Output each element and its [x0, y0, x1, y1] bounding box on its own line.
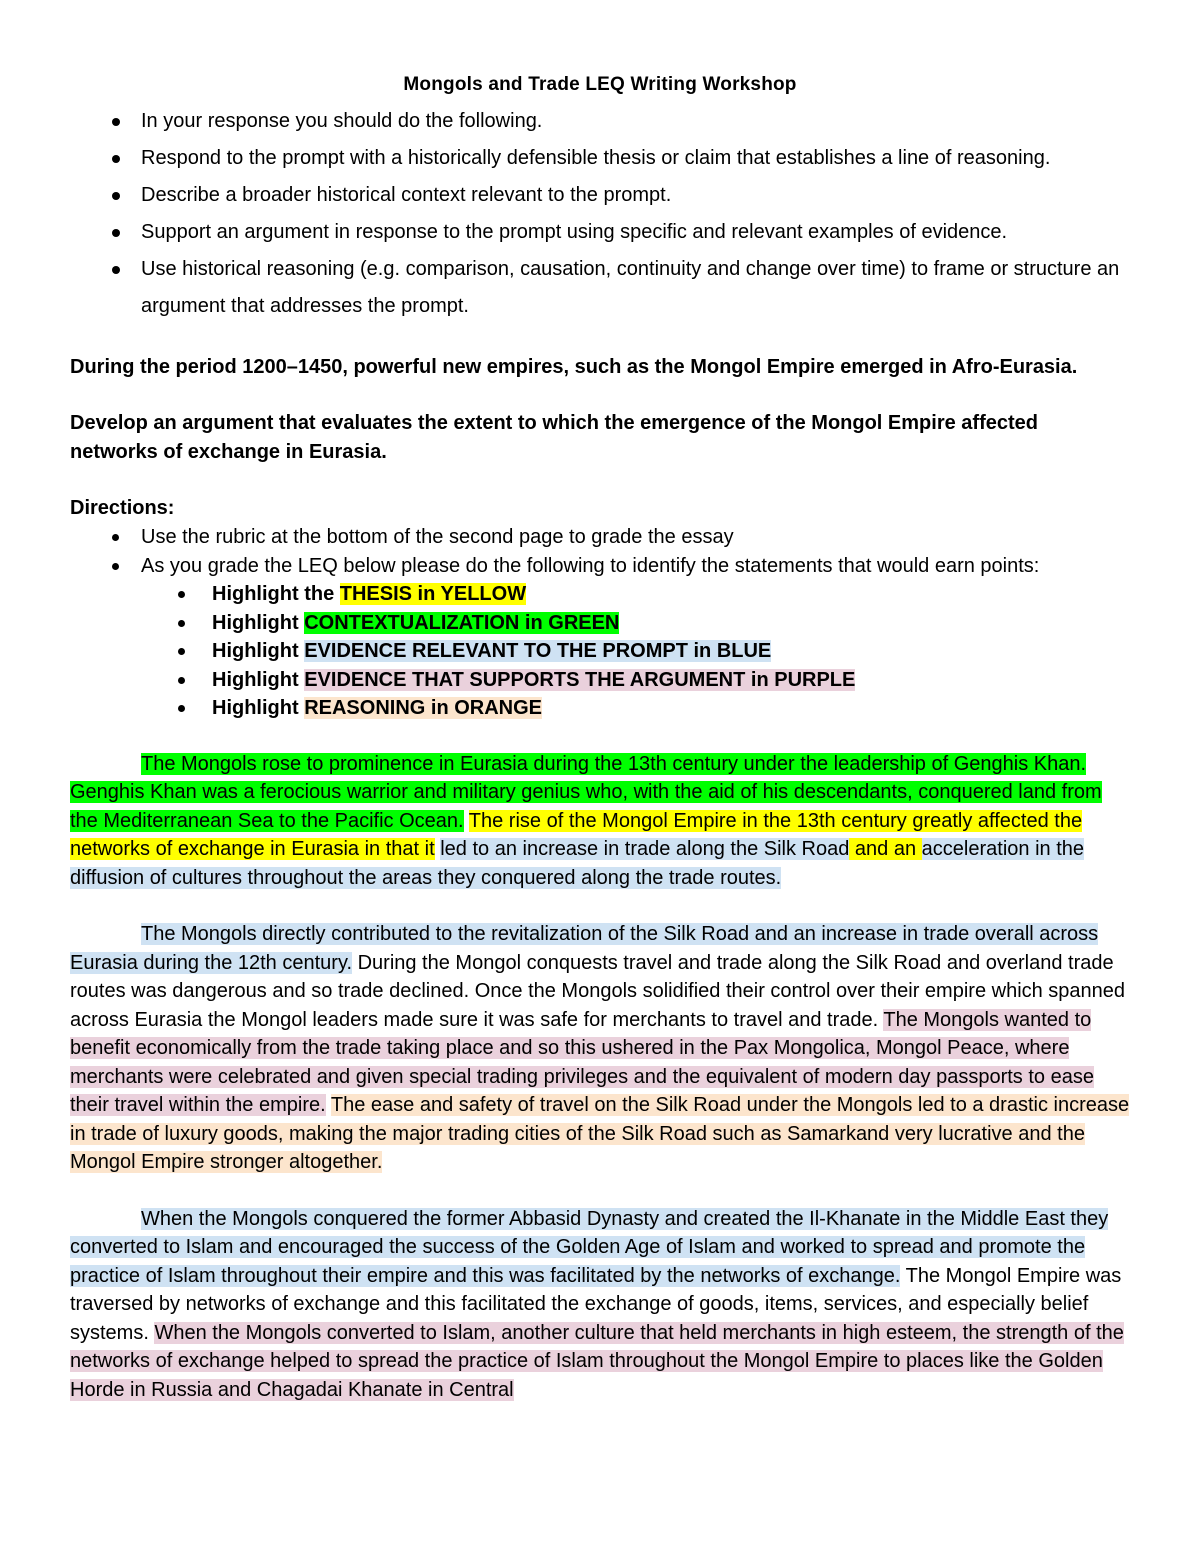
evidence-relevant-highlight: When the Mongols conquered the former Abbasid Dynasty and created the Il-Khanate in the Middle East they converted to Islam and encouraged the success of the Golden Age of Islam and worked to spread and promote the practice of Islam throughout their empire and this was facilitated by the networks of exchange.	[70, 1207, 1109, 1287]
highlight-rule-prefix: Highlight	[212, 668, 305, 691]
highlight-rule-prefix: Highlight	[212, 640, 305, 662]
instruction-item: In your response you should do the following.	[70, 103, 1130, 140]
highlight-rule-context	[70, 609, 1130, 638]
instruction-item: Describe a broader historical context relevant to the prompt.	[70, 177, 1130, 214]
essay-paragraph-3	[70, 1205, 1130, 1405]
highlight-rule-label: CONTEXTUALIZATION in GREEN	[304, 611, 620, 634]
evidence-relevant-highlight: The Mongols directly contributed to the revitalization of the Silk Road and an increase in trade overall across Eurasia during the 12th century.	[70, 923, 1099, 974]
highlight-rule-evidence-supports	[70, 666, 1130, 695]
highlight-rules-list	[70, 580, 1130, 723]
thesis-highlight: The rise of the Mongol Empire in the 13th century greatly affected the networks of exchange in Eurasia in that it	[70, 809, 1083, 860]
highlight-rule-reasoning	[70, 694, 1130, 723]
instructions-list	[70, 103, 1130, 325]
evidence-supports-highlight: When the Mongols converted to Islam, another culture that held merchants in high esteem, the strength of the networks of exchange helped to spread the practice of Islam throughout the Mongol Empire to places like the Golden Horde in Russia and Chagadai Khanate in Central	[70, 1321, 1124, 1401]
directions-item: As you grade the LEQ below please do the following to identify the statements that would earn points:	[70, 552, 1130, 581]
highlight-rule-label: EVIDENCE RELEVANT TO THE PROMPT in BLUE	[304, 640, 772, 662]
contextualization-highlight: The Mongols rose to prominence in Eurasia during the 13th century under the leadership of Genghis Khan. Genghis Khan was a ferocious warrior and military genius who, with the aid of his descendants, conquered land from the Mediterranean Sea to the Pacific Ocean.	[70, 752, 1102, 832]
sample-essay	[70, 750, 1130, 1405]
highlight-rule-prefix: Highlight	[212, 697, 305, 719]
essay-paragraph-1	[70, 750, 1130, 893]
prompt-context: During the period 1200–1450, powerful new empires, such as the Mongol Empire emerged in Afro-Eurasia.	[70, 356, 1078, 378]
highlight-rule-prefix: Highlight the	[212, 583, 340, 605]
instruction-item: Use historical reasoning (e.g. comparison, causation, continuity and change over time) to frame or structure an argument that addresses the prompt.	[70, 251, 1130, 325]
essay-text: During the Mongol conquests travel and trade along the Silk Road and overland trade routes was dangerous and so trade declined. Once the Mongols solidified their control over their empire which spanned across Eurasia the Mongol leaders made sure it was safe for merchants to travel and trade.	[70, 951, 1126, 1031]
highlight-rule-evidence-relevant	[70, 637, 1130, 666]
essay-text	[464, 810, 469, 832]
highlight-rule-label: EVIDENCE THAT SUPPORTS THE ARGUMENT in PURPLE	[304, 668, 856, 691]
evidence-relevant-highlight: acceleration in the diffusion of cultures throughout the areas they conquered along the trade routes.	[70, 838, 1084, 889]
directions-heading: Directions:	[70, 497, 175, 519]
essay-paragraph-2	[70, 920, 1130, 1177]
highlight-rule-label: REASONING in ORANGE	[304, 697, 542, 719]
thesis-highlight: and an	[849, 838, 922, 860]
directions-item: Use the rubric at the bottom of the second page to grade the essay	[70, 523, 1130, 552]
essay-text: The Mongol Empire was traversed by networks of exchange and this facilitated the exchange of goods, items, services, and especially belief systems.	[70, 1264, 1122, 1344]
reasoning-highlight: The ease and safety of travel on the Silk Road under the Mongols led to a drastic increase in trade of luxury goods, making the major trading cities of the Silk Road such as Samarkand very lucrative and the Mongol Empire stronger altogether.	[70, 1094, 1130, 1173]
highlight-rule-thesis	[70, 580, 1130, 609]
highlight-rule-label: THESIS in YELLOW	[339, 583, 527, 605]
prompt-task: Develop an argument that evaluates the extent to which the emergence of the Mongol Empire affected networks of exchange in Eurasia.	[70, 412, 1038, 463]
evidence-relevant-highlight: led to an increase in trade along the Silk Road	[440, 838, 850, 860]
instruction-item: Respond to the prompt with a historically defensible thesis or claim that establishes a line of reasoning.	[70, 140, 1130, 177]
instruction-item: Support an argument in response to the prompt using specific and relevant examples of evidence.	[70, 214, 1130, 251]
directions-list	[70, 523, 1130, 580]
evidence-supports-highlight: The Mongols wanted to benefit economically from the trade taking place and so this ushered in the Pax Mongolica, Mongol Peace, where merchants were celebrated and given special trading privileges and the equivalent of modern day passports to ease their travel within the empire.	[70, 1008, 1094, 1116]
highlight-rule-prefix: Highlight	[212, 611, 305, 634]
page-title: Mongols and Trade LEQ Writing Workshop	[403, 74, 797, 95]
